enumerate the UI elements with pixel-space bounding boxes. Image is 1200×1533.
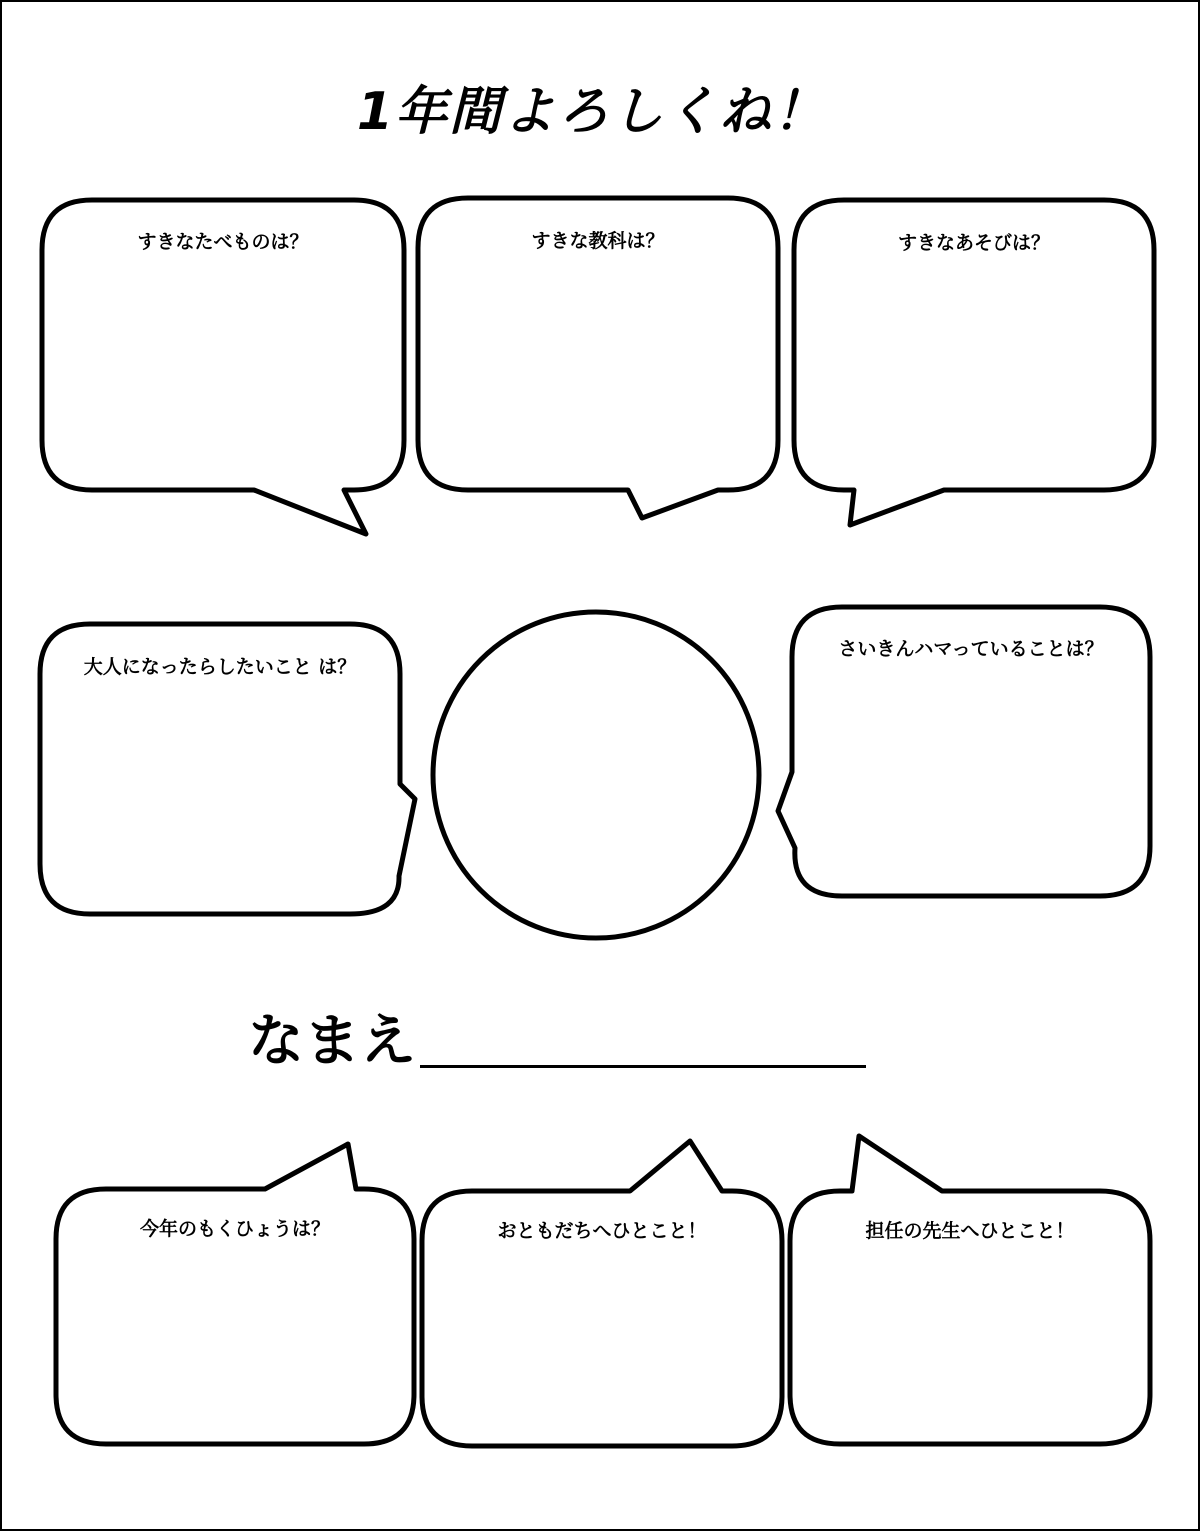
prompt-favorite-subject: すきな教科は？ <box>531 230 665 252</box>
name-label: なまえ <box>248 1009 416 1074</box>
bubble-to-teacher[interactable] <box>790 1136 1150 1444</box>
prompt-yearly-goal: 今年のもくひょうは？ <box>139 1218 330 1240</box>
page-title: 1年間よろしくね！ <box>356 82 828 142</box>
prompt-to-friends: おともだちへひとこと！ <box>497 1220 707 1242</box>
prompt-to-teacher: 担任の先生へひとこと！ <box>865 1220 1075 1242</box>
bubble-to-friends[interactable] <box>422 1141 782 1446</box>
name-write-line[interactable] <box>420 1065 866 1068</box>
photo-circle[interactable] <box>433 612 759 938</box>
bubble-yearly-goal[interactable] <box>56 1144 414 1444</box>
prompt-favorite-food: すきなたべものは？ <box>137 231 309 253</box>
prompt-future-dream: 大人になったらしたいこと は？ <box>83 656 357 678</box>
prompt-favorite-play: すきなあそびは？ <box>897 232 1050 254</box>
prompt-recent-hobby: さいきんハマっていることは？ <box>838 638 1104 660</box>
